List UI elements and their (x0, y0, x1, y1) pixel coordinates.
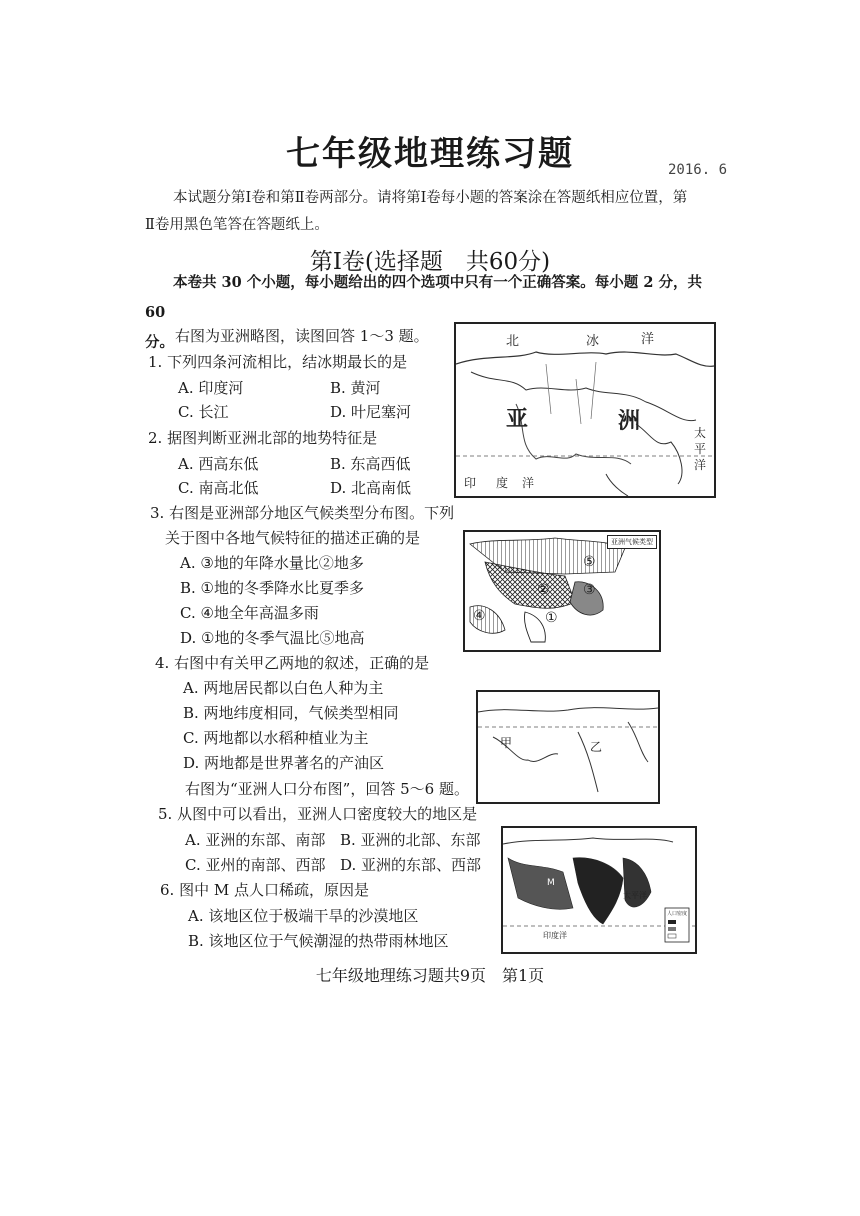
map-label: 北 (506, 334, 520, 349)
q1-option-c: C. 长江 (178, 403, 229, 421)
map-label: 冰 (586, 334, 600, 349)
page-title: 七年级地理练习题 (286, 134, 574, 174)
exam-date: 2016. 6 (668, 162, 728, 178)
q4-option-b: B. 两地纬度相同，气候类型相同 (183, 704, 399, 722)
q1-stem: 1. 下列四条河流相比，结冰期最长的是 (148, 353, 408, 371)
q5-option-c: C. 亚州的南部、西部 (185, 856, 326, 874)
climate-marker: ③ (583, 582, 596, 598)
map-label: 亚 (506, 407, 529, 432)
q3-option-b: B. ①地的冬季降水比夏季多 (180, 579, 365, 597)
q5-option-b: B. 亚洲的北部、东部 (340, 831, 481, 849)
q4-stem: 4. 右图中有关甲乙两地的叙述，正确的是 (155, 654, 430, 672)
climate-marker: ① (545, 610, 558, 626)
intro-line-1: 本试题分第Ⅰ卷和第Ⅱ卷两部分。请将第Ⅰ卷每小题的答案涂在答题纸相应位置，第 (173, 190, 688, 206)
population-map (501, 826, 697, 954)
region-label: 乙 (590, 740, 603, 754)
q3-option-c: C. ④地全年高温多雨 (180, 604, 319, 622)
q3-option-d: D. ①地的冬季气温比⑤地高 (180, 629, 365, 647)
q6-stem: 6. 图中 M 点人口稀疏，原因是 (160, 881, 369, 899)
region-label: 甲 (500, 736, 513, 750)
map-label: 印 (464, 476, 477, 490)
map-label: 度 (496, 476, 509, 490)
population-label: 印度洋 (543, 931, 567, 940)
instruction-line-1: 本卷共 30 个小题，每小题给出的四个选项中只有一个正确答案。每小题 2 分，共 60 (145, 274, 702, 321)
population-label: 太平洋 (623, 891, 647, 900)
map-label: 洲 (618, 409, 641, 434)
q5-stem: 5. 从图中可以看出，亚洲人口密度较大的地区是 (158, 805, 478, 823)
intro-line-2: Ⅱ卷用黑色笔答在答题纸上。 (145, 217, 329, 233)
climate-marker: ⑤ (583, 554, 596, 570)
q3-stem-1: 3. 右图是亚洲部分地区气候类型分布图。下列 (150, 504, 455, 522)
climate-map-drawing (465, 532, 659, 650)
q6-option-a: A. 该地区位于极端干旱的沙漠地区 (188, 907, 419, 925)
q1-option-d: D. 叶尼塞河 (330, 403, 412, 421)
map-label: 太 (694, 426, 707, 440)
q1-option-a: A. 印度河 (178, 379, 244, 397)
lead-5-6: 右图为“亚洲人口分布图”，回答 5～6 题。 (185, 780, 469, 798)
section-title: 第Ⅰ卷(选择题 共60分) (309, 249, 551, 275)
q5-option-d: D. 亚洲的东部、西部 (340, 856, 482, 874)
page-footer: 七年级地理练习题共9页 第1页 (315, 966, 545, 985)
climate-marker: ④ (473, 608, 486, 624)
q3-stem-2: 关于图中各地气候特征的描述正确的是 (165, 529, 421, 547)
q1-option-b: B. 黄河 (330, 379, 381, 397)
lead-1-3: 右图为亚洲略图，读图回答 1～3 题。 (175, 327, 429, 345)
climate-map (463, 530, 661, 652)
map-label: 洋 (694, 458, 707, 472)
q4-option-c: C. 两地都以水稻种植业为主 (183, 729, 369, 747)
q2-option-a: A. 西高东低 (178, 455, 259, 473)
population-label: M (547, 878, 555, 888)
q5-option-a: A. 亚洲的东部、南部 (185, 831, 326, 849)
q4-option-d: D. 两地都是世界著名的产油区 (183, 754, 385, 772)
q6-option-b: B. 该地区位于气候潮湿的热带雨林地区 (188, 932, 449, 950)
climate-marker: ② (537, 582, 550, 598)
q4-option-a: A. 两地居民都以白色人种为主 (183, 679, 384, 697)
population-map-drawing (503, 828, 695, 952)
climate-map-title: 亚洲气候类型 (607, 535, 657, 549)
map-label: 洋 (641, 332, 655, 347)
instruction-line-2: 分。 (145, 334, 174, 351)
q3-option-a: A. ③地的年降水量比②地多 (180, 554, 364, 572)
population-legend-title: 人口密度 (667, 911, 688, 917)
asia-sketch-map (454, 322, 716, 498)
q2-option-c: C. 南高北低 (178, 479, 259, 497)
region-map (476, 690, 660, 804)
intro-text (145, 185, 715, 239)
q2-stem: 2. 据图判断亚洲北部的地势特征是 (148, 429, 378, 447)
q2-option-b: B. 东高西低 (330, 455, 411, 473)
map-label: 洋 (522, 476, 535, 490)
map-label: 平 (694, 442, 707, 456)
q2-option-d: D. 北高南低 (330, 479, 412, 497)
asia-map-drawing (456, 324, 714, 496)
